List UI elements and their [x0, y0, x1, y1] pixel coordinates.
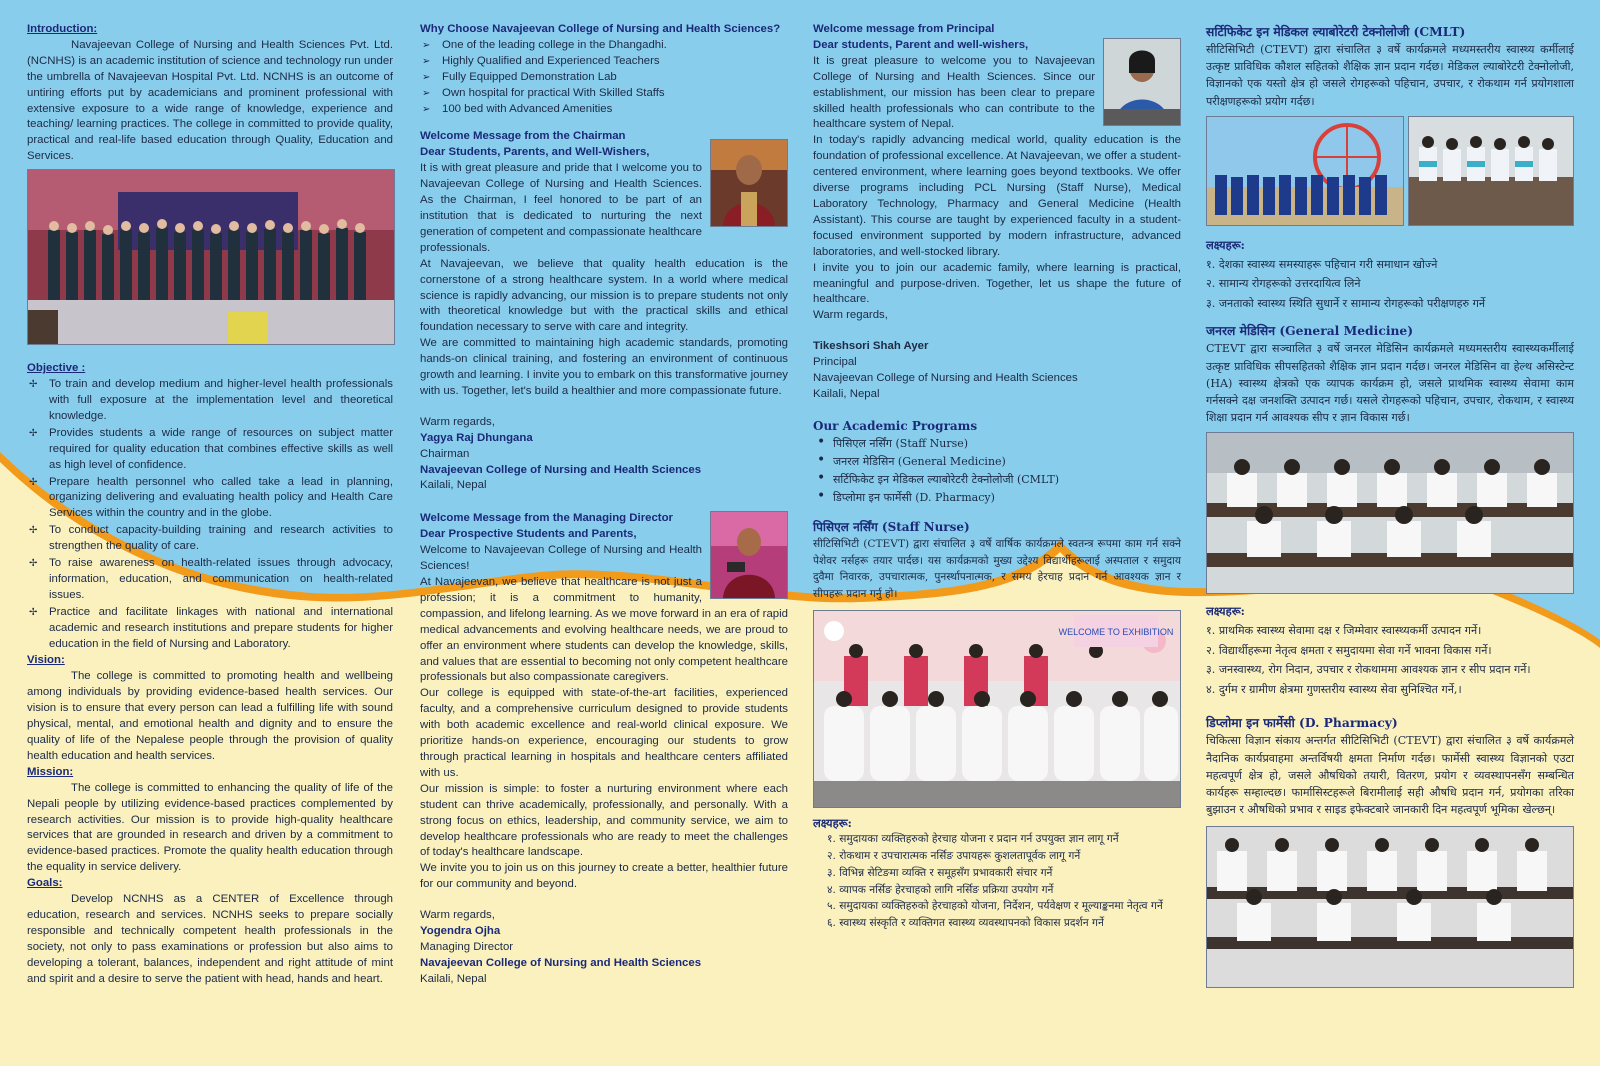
md-org: Navajeevan College of Nursing and Health Sciences: [420, 956, 702, 969]
list-item: ४. व्यापक नर्सिङ हेरचाहको लागि नर्सिङ प्रक्रिया उपयोग गर्ने: [827, 883, 1054, 896]
general-medicine-photo: [1206, 432, 1574, 594]
md-salutation: Dear Prospective Students and Parents,: [420, 528, 637, 541]
general-medicine-goals-heading: लक्ष्यहरू:: [1206, 604, 1245, 619]
list-item: १. देशका स्वास्थ्य समस्याहरू पहिचान गरी समाधान खोज्ने: [1206, 257, 1438, 271]
general-medicine-goals-list: [1206, 621, 1574, 699]
list-item: ➢ One of the leading college in the Dhangadhi.: [420, 38, 788, 54]
goals-heading: Goals:: [27, 877, 63, 890]
cmlt-goals-list: [1206, 255, 1574, 314]
list-item: ➢ Fully Equipped Demonstration Lab: [420, 70, 788, 86]
chairman-org: Navajeevan College of Nursing and Health Sciences: [420, 463, 702, 476]
pharmacy-photo: [1206, 826, 1574, 988]
list-item: १. प्राथमिक स्वास्थ्य सेवामा दक्ष र जिम्मेवार स्वास्थ्यकर्मी उत्पादन गर्ने।: [1206, 624, 1482, 638]
list-item: २. सामान्य रोगहरूको उत्तरदायित्व लिने: [1206, 277, 1361, 291]
list-item: ✢ To raise awareness on health-related issues through advocacy, information, education, and communication on health-related issues.: [27, 556, 393, 604]
chairman-salutation: Dear Students, Parents, and Well-Wishers,: [420, 146, 650, 159]
principal-org: Navajeevan College of Nursing and Health Sciences: [813, 372, 1078, 385]
staff-nurse-heading: पिसिएल नर्सिंग (Staff Nurse): [813, 520, 970, 535]
list-item: ५. समुदायका व्यक्तिहरुको हेरचाहको योजना, निर्देशन, पर्यवेक्षण र मूल्याङ्कनमा नेतृत्व गर्ने: [827, 900, 1163, 913]
principal-paragraph: In today's rapidly advancing medical world, quality education is the foundation of professional excellence. At Navajeevan, we offer a student-centered environment, where learning goes beyond textbooks. We offer diverse programs including PCL Nursing (Staff Nurse), Medical Laboratory Technology, Pharmacy and General Medicine (Health Assistant). This course are taught by experienced faculty in a student-focused environment supported by modern infrastructure, advanced laboratories, and well-stocked library.: [813, 134, 1181, 258]
nurse-goals-heading: लक्ष्यहरू:: [813, 816, 852, 831]
chairman-title: Chairman: [420, 447, 470, 460]
cmlt-classroom-photo: [1408, 116, 1574, 226]
list-item: • पिसिएल नर्सिंग (Staff Nurse): [813, 436, 1181, 452]
list-item: ३. जनस्वास्थ्य, रोग निदान, उपचार र रोकथाममा आवश्यक ज्ञान र सीप प्रदान गर्ने।: [1206, 663, 1531, 677]
mission-heading: Mission:: [27, 765, 74, 778]
md-paragraph: At Navajeevan, we believe that healthcare is not just a profession; it is a commitment to humanity, compassion, and lifelong learning. As we move forward in an era of rapid medical advancements and evolving healthcare needs, we are proud to offer an environment where students can develop the knowledge, skills, and values that are essential to becoming not only competent healthcare professionals but also compassionate caregivers.: [420, 576, 788, 684]
cmlt-heading: सर्टिफिकेट इन मेडिकल ल्याबोरेटरी टेक्नोलोजी (CMLT): [1206, 24, 1466, 39]
chairman-place: Kailali, Nepal: [420, 479, 487, 492]
list-item: ➢ Highly Qualified and Experienced Teachers: [420, 54, 788, 70]
principal-paragraph: It is great pleasure to welcome you to Navajeevan College of Nursing and Health Sciences. Since our establishment, our mission has been clear to prepare skilled health professionals who can contribute to the healthcare system of Nepal.: [813, 54, 1095, 131]
list-item: • सर्टिफिकेट इन मेडिकल ल्याबोरेटरी टेक्नोलोजी (CMLT): [813, 472, 1181, 488]
md-title: Managing Director: [420, 940, 514, 953]
staff-nurse-text: सीटिसिभिटी (CTEVT) द्वारा संचालित ३ वर्षे वार्षिक कार्यक्रमले स्वतन्त्र रूपमा काम गर्न सक्ने पेशेवर नर्सहरू तयार पार्दछ। यस कार्यक्रमको मुख्य उद्देश्य विद्यार्थीहरूलाई अस्पताल र समुदाय दुवैमा निवारक, उपचारात्मक, पुनर्स्थापनात्मक, र समय हेरचाह प्रदान गर्न आवश्यक ज्ञान र सीपहरू प्रदान गर्नु हो।: [813, 538, 1181, 600]
md-paragraph: Our mission is simple: to foster a nurturing environment where each student can thrive academically, professionally, and personally. With a strong focus on ethics, leadership, and community service, we aim to develop healthcare professionals who are ready to meet the challenges of today's healthcare landscape.: [420, 782, 788, 859]
cmlt-fair-photo: [1206, 116, 1404, 226]
managing-director-photo: [710, 511, 788, 599]
chairman-heading: Welcome Message from the Chairman: [420, 130, 626, 143]
md-regards: Warm regards,: [420, 909, 495, 922]
pharmacy-text: चिकित्सा विज्ञान संकाय अन्तर्गत सीटिसिभिटी (CTEVT) द्वारा संचालित ३ वर्षे कार्यक्रमले नैदानिक कार्यप्रवाहमा अन्तर्विषयी क्षमता निर्माण गर्दछ। फार्मेसी स्वास्थ्य विज्ञानको एउटा महत्वपूर्ण क्षेत्र हो, जसले औषधिको तयारी, वितरण, प्रयोग र व्यवस्थापनसँग सम्बन्धित कार्यहरू सम्हाल्दछ। फार्मासिस्टहरूले बिरामीलाई सही औषधि प्रदान गर्न, प्रयोगका तरिका बुझाउन र औषधिको प्रभाव र साइड इफेक्टबारे जानकारी दिन महत्वपूर्ण भूमिका खेल्छन्।: [1206, 734, 1574, 817]
why-list: [420, 38, 788, 118]
list-item: ✢ To train and develop medium and higher-level health professionals with full exposure at the implementation level and theoretical knowledge.: [27, 377, 393, 425]
nurses-photo: [813, 610, 1181, 808]
principal-name: Tikeshsori Shah Ayer: [813, 340, 929, 353]
column-introduction: [27, 22, 393, 988]
list-item: ✢ To conduct capacity-building training and research activities to strengthen the quality of care.: [27, 523, 393, 555]
list-item: ३. जनताको स्वास्थ्य स्थिति सुधार्ने र सामान्य रोगहरूको परीक्षणहरु गर्ने: [1206, 296, 1486, 310]
chairman-name: Yagya Raj Dhungana: [420, 431, 533, 444]
principal-heading: Welcome message from Principal: [813, 23, 995, 35]
md-paragraph: Welcome to Navajeevan College of Nursing and Health Sciences!: [420, 544, 702, 573]
banner-text: WELCOME TO EXHIBITION: [1058, 627, 1174, 638]
vision-heading: Vision:: [27, 654, 65, 667]
principal-salutation: Dear students, Parent and well-wishers,: [813, 38, 1029, 51]
general-medicine-text: CTEVT द्वारा सञ्चालित ३ वर्षे जनरल मेडिसिन कार्यक्रमले मध्यमस्तरीय स्वास्थ्यकर्मीलाई उत्कृष्ट प्राविधिक सीपसहितको शैक्षिक ज्ञान प्रदान गर्दछ। जनरल मेडिसिन वा हेल्थ असिस्टेन्ट (HA) स्वास्थ्य क्षेत्रको एक व्यापक कार्यक्रम हो, जसले प्राथमिक स्वास्थ्य सेवामा काम गर्नसक्ने दक्ष जनशक्ति उत्पादन गर्छ। यसले रोगहरूको पहिचान, उपचार, रोकथाम, र स्वास्थ्य शिक्षा प्रदान गर्न आवश्यक सीप र ज्ञान विकास गर्छ।: [1206, 342, 1574, 425]
chairman-paragraph: At Navajeevan, we believe that quality health education is the cornerstone of a strong healthcare system. In a world where medical science is rapidly advancing, our mission is to prepare students not only with theoretical knowledge but with the practical skills and ethical foundation necessary to serve with care and integrity.: [420, 257, 788, 334]
list-item: ४. दुर्गम र ग्रामीण क्षेत्रमा गुणस्तरीय स्वास्थ्य सेवा सुनिश्चित गर्ने,।: [1206, 682, 1462, 696]
list-item: ➢ Own hospital for practical With Skilled Staffs: [420, 86, 788, 102]
list-item: ✢ Practice and facilitate linkages with national and international academic and research institutions and prepare students for higher education in the field of Nursing and Laboratory.: [27, 605, 393, 653]
intro-heading: Introduction:: [27, 23, 98, 35]
pharmacy-heading: डिप्लोमा इन फार्मेसी (D. Pharmacy): [1206, 715, 1398, 731]
chairman-photo: [710, 139, 788, 227]
nurse-goals-list: [813, 831, 1181, 931]
list-item: १. समुदायका व्यक्तिहरुको हेरचाह योजना र प्रदान गर्न उपयुक्त ज्ञान लागू गर्ने: [827, 833, 1119, 846]
list-item: ✢ Prepare health personnel who called take a lead in planning, organizing delivering and evaluating health policy and Health Care Services within the country and in the globe.: [27, 475, 393, 523]
cmlt-goals-heading: लक्ष्यहरू:: [1206, 237, 1245, 252]
list-item: ➢ 100 bed with Advanced Amenities: [420, 102, 788, 118]
principal-title: Principal: [813, 356, 857, 369]
list-item: ✢ Provides students a wide range of resources on subject matter required for quality education that combines effective skills as well as high level of confidence.: [27, 426, 393, 474]
principal-place: Kailali, Nepal: [813, 387, 880, 400]
list-item: • जनरल मेडिसिन (General Medicine): [813, 454, 1181, 470]
programs-heading: Our Academic Programs: [813, 418, 978, 433]
md-paragraph: We invite you to join us on this journey to create a better, healthier future for our community and beyond.: [420, 862, 788, 891]
list-item: • डिप्लोमा इन फार्मेसी (D. Pharmacy): [813, 490, 1181, 506]
md-heading: Welcome Message from the Managing Director: [420, 512, 673, 525]
column-programs: [1206, 22, 1574, 988]
group-photo: [27, 169, 395, 345]
general-medicine-heading: जनरल मेडिसिन (General Medicine): [1206, 323, 1414, 339]
list-item: ६. स्वास्थ्य संस्कृति र व्यक्तिगत स्वास्थ्य व्यवस्थापनको विकास प्रदर्शन गर्ने: [827, 916, 1104, 929]
list-item: २. रोकथाम र उपचारात्मक नर्सिङ उपायहरू कुशलतापूर्वक लागू गर्ने: [827, 850, 1081, 863]
cmlt-text: सीटिसिभिटी (CTEVT) द्वारा संचालित ३ वर्षे कार्यक्रमले मध्यमस्तरीय स्वास्थ्य कर्मीलाई उत्कृष्ट प्राविधिक कौशल सहितको शैक्षिक ज्ञान प्रदान गर्दछ। मेडिकल ल्याबोरेटरी टेक्नोलोजी, विज्ञानको एक यस्तो क्षेत्र हो जसले रोगहरूको पहिचान, उपचार, र रोकथाम गर्न प्रयोगशाला परीक्षणहरूको प्रयोग गर्दछ।: [1206, 43, 1574, 108]
md-name: Yogendra Ojha: [420, 925, 501, 938]
principal-regards: Warm regards,: [813, 309, 888, 322]
chairman-regards: Warm regards,: [420, 415, 495, 428]
mission-text: The college is committed to enhancing the quality of life of the Nepali people by utilizing evidence-based practices complemented by research activities. Our mission is to provide high-quality healthcare services that are grounded in research and driven by a commitment to evidence-based practices. Promote the quality health education through the equality in service delivery.: [27, 781, 393, 874]
intro-text: Navajeevan College of Nursing and Health Sciences Pvt. Ltd. (NCNHS) is an academic institution of science and technology run under the umbrella of Navajeevan Hospital Pvt. Ltd. NCNHS is an outcome of untiring efforts put by academicians and prominent professional with extensive exposure to a wide range of knowledge, experience and teaching/ learning practices. The college in committed to provide quality, practical and real-life based education through Quality, Education and Services.: [27, 38, 393, 163]
objective-list: [27, 377, 393, 652]
vision-text: The college is committed to promoting health and wellbeing among individuals by providing evidence-based health services. Our vision is to ensure that every person can lead a fulfilling life with sound physical, mental, and emotional health and dignity and to ensure the quality of life of the Nepalese people through the provision of quality health education and health services.: [27, 670, 393, 762]
chairman-paragraph: It is with great pleasure and pride that I welcome you to Navajeevan College of Nursing and Health Sciences. As the Chairman, I feel honored to be part of an institution that is dedicated to nurturing the next generation of competent and compassionate healthcare professionals.: [420, 162, 702, 254]
principal-photo: [1103, 38, 1181, 126]
objective-heading: Objective :: [27, 362, 86, 375]
principal-paragraph: I invite you to join our academic family, where learning is practical, meaningful and purpose-driven. Together, let us shape the future of healthcare.: [813, 261, 1181, 306]
md-paragraph: Our college is equipped with state-of-the-art facilities, experienced faculty, and a comprehensive curriculum designed to provide students with both academic excellence and real-world clinical exposure. We prioritize hands-on experience, encouraging our students to grow through practical learning in hospitals and healthcare centers affiliated with us.: [420, 687, 788, 779]
list-item: ३. विभिन्न सेटिङमा व्यक्ति र समूहसँग प्रभावकारी संचार गर्ने: [827, 866, 1053, 879]
list-item: २. विद्यार्थीहरूमा नेतृत्व क्षमता र समुदायमा सेवा गर्ने भावना विकास गर्ने।: [1206, 643, 1492, 657]
programs-list: [813, 436, 1181, 506]
chairman-paragraph: We are committed to maintaining high academic standards, promoting hands-on clinical training, and fostering an environment of continuous growth and learning. I invite you to embark on this transformative journey with us. Together, let's build a healthier and more compassionate future.: [420, 337, 788, 397]
md-place: Kailali, Nepal: [420, 972, 487, 985]
column-messages: [420, 22, 788, 988]
why-heading: Why Choose Navajeevan College of Nursing and Health Sciences?: [420, 23, 781, 35]
column-principal: [813, 22, 1181, 932]
goals-text: Develop NCNHS as a CENTER of Excellence through education, research and services. NCNHS seeks to prepare socially responsible and technically competent health professionals in the society, not only to pass examinations or profession but also aims to developing a tolerant, balances, independent and right attitude of mint and spirit and a desire to serve the patient with head, hands and heart.: [27, 893, 393, 985]
